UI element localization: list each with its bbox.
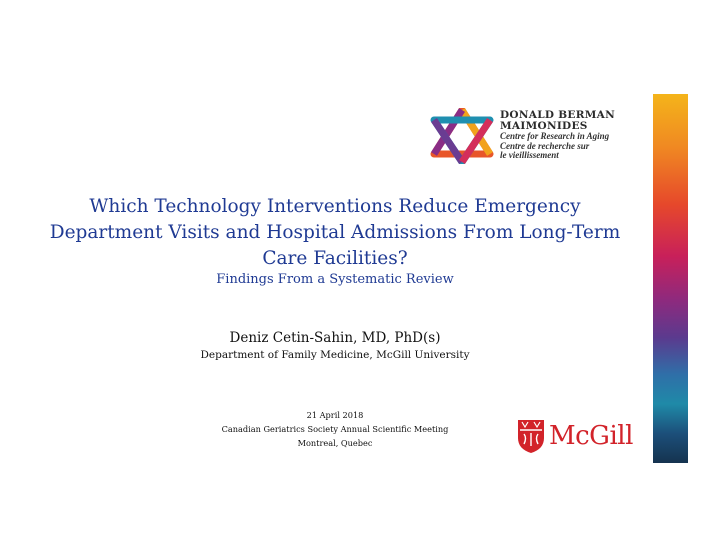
mcgill-crest-icon (516, 418, 546, 454)
dbm-line4: Centre de recherche sur (500, 140, 590, 151)
author-affiliation: Department of Family Medicine, McGill University (200, 349, 470, 361)
event-location: Montreal, Quebec (297, 438, 373, 448)
mcgill-logo (516, 418, 642, 454)
gradient-side-bar (653, 94, 688, 463)
mcgill-wordmark: McGill (549, 421, 633, 451)
dbm-logo (430, 108, 630, 164)
dbm-line5: le vieillissement (500, 150, 559, 160)
slide-title: Which Technology Interventions Reduce Emergency Department Visits and Hospital Admissions From Long-Term Care Facilities? (49, 196, 621, 269)
event-meeting: Canadian Geriatrics Society Annual Scientific Meeting (221, 424, 449, 434)
star-of-david-icon (430, 108, 494, 164)
dbm-line3: Centre for Research in Aging (500, 131, 610, 141)
dbm-text (500, 110, 615, 161)
dbm-line1: DONALD BERMAN (500, 109, 616, 121)
dbm-line2: MAIMONIDES (500, 120, 588, 132)
slide-subtitle: Findings From a Systematic Review (216, 272, 454, 287)
author-name: Deniz Cetin-Sahin, MD, PhD(s) (229, 330, 441, 346)
event-info (150, 408, 520, 450)
event-date: 21 April 2018 (306, 410, 364, 420)
